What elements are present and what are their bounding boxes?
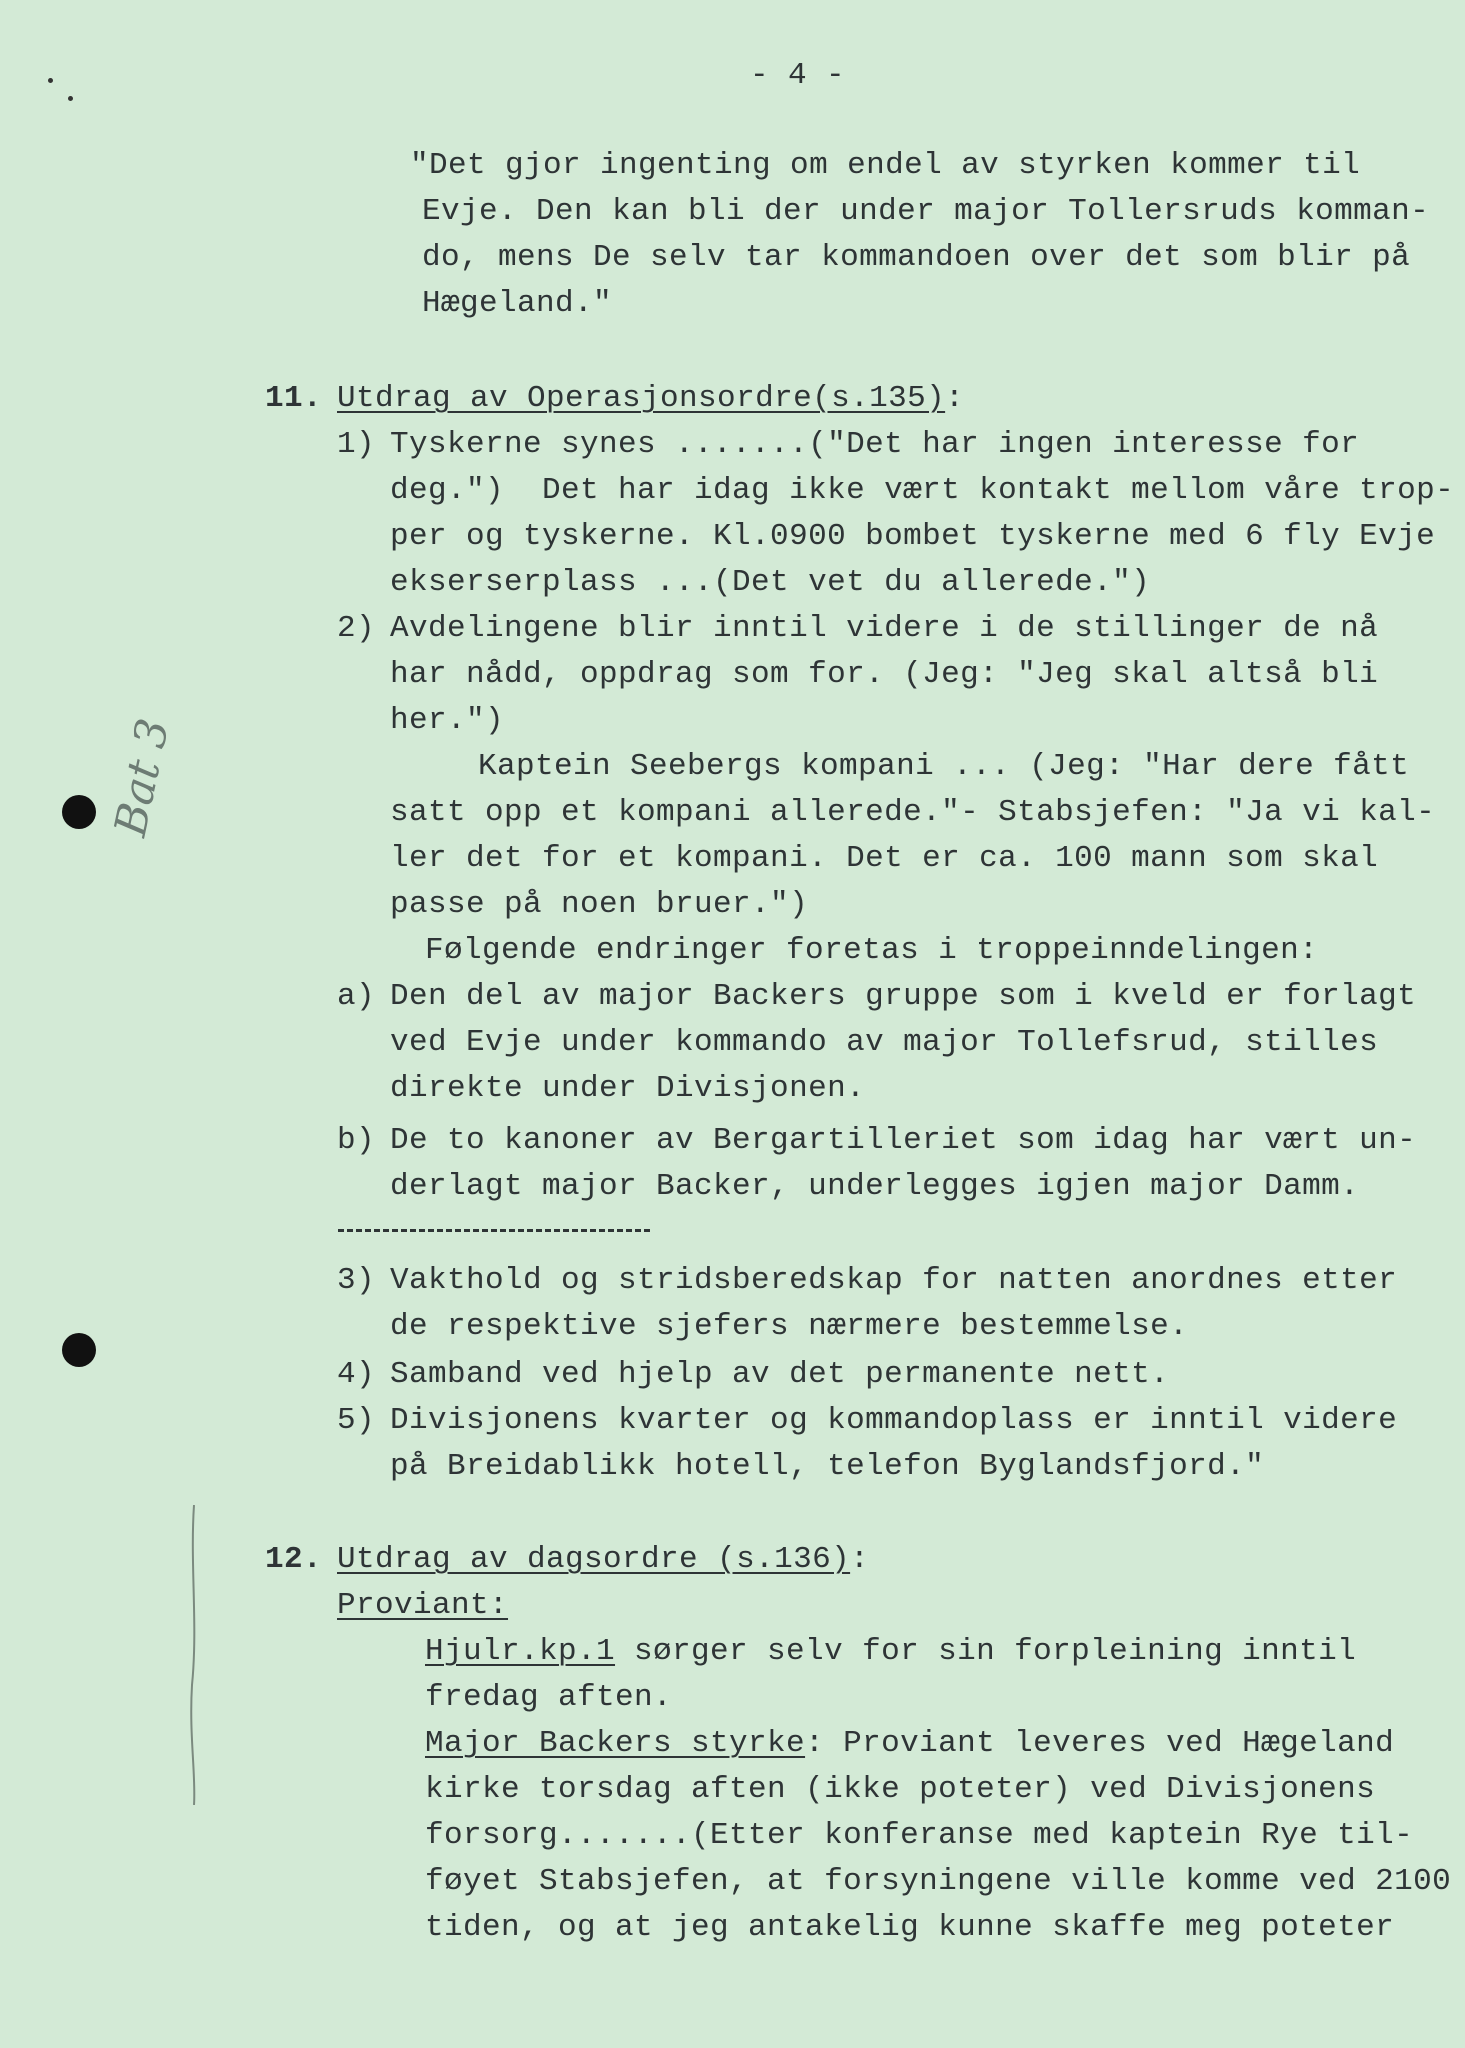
item-a-marker: a) — [337, 979, 376, 1014]
dashed-separator — [338, 1229, 650, 1232]
speck — [48, 78, 53, 83]
hjulr-line-1: Hjulr.kp.1 sørger selv for sin forpleining inntil — [425, 1634, 1357, 1669]
item-2-line-1: Avdelingene blir inntil videre i de stillinger de nå — [390, 611, 1379, 646]
backers-line-5: tiden, og at jeg antakelig kunne skaffe meg poteter — [425, 1910, 1395, 1945]
speck — [68, 96, 73, 101]
item-1-line-3: per og tyskerne. Kl.0900 bombet tyskerne med 6 fly Evje — [390, 519, 1436, 554]
quote-line-4: Hægeland." — [422, 286, 613, 321]
item-5-marker: 5) — [337, 1403, 376, 1438]
backers-line-1: Major Backers styrke: Proviant leveres ved Hægeland — [425, 1726, 1395, 1761]
margin-handwritten-note: Bat 3 — [105, 714, 180, 841]
kaptein-line-2: satt opp et kompani allerede."- Stabsjefen: "Ja vi kal- — [390, 795, 1436, 830]
item-1-line-2: deg.") Det har idag ikke vært kontakt mellom våre trop- — [390, 473, 1455, 508]
backers-line-3: forsorg.......(Etter konferanse med kaptein Rye til- — [425, 1818, 1414, 1853]
item-a-line-2: ved Evje under kommando av major Tollefsrud, stilles — [390, 1025, 1379, 1060]
margin-pencil-line — [180, 1505, 210, 1805]
page-number: - 4 - — [750, 58, 846, 93]
item-a-line-3: direkte under Divisjonen. — [390, 1071, 866, 1106]
item-a-line-1: Den del av major Backers gruppe som i kveld er forlagt — [390, 979, 1417, 1014]
proviant-heading: Proviant: — [337, 1588, 509, 1623]
item-1-marker: 1) — [337, 427, 376, 462]
section-11-title: Utdrag av Operasjonsordre(s.135) — [337, 381, 946, 416]
section-11-number: 11. — [265, 381, 323, 416]
item-2-marker: 2) — [337, 611, 376, 646]
item-3-line-1: Vakthold og stridsberedskap for natten anordnes etter — [390, 1263, 1398, 1298]
item-3-line-2: de respektive sjefers nærmere bestemmelse. — [390, 1309, 1189, 1344]
item-4-marker: 4) — [337, 1357, 376, 1392]
item-5-line-2: på Breidablikk hotell, telefon Byglandsfjord." — [390, 1449, 1265, 1484]
backers-line-4: føyet Stabsjefen, at forsyningene ville komme ved 2100 — [425, 1864, 1452, 1899]
section-11-heading: Utdrag av Operasjonsordre(s.135): — [337, 381, 965, 416]
kaptein-line-1: Kaptein Seebergs kompani ... (Jeg: "Har dere fått — [478, 749, 1410, 784]
quote-line-2: Evje. Den kan bli der under major Tollersruds komman- — [422, 194, 1430, 229]
item-b-line-2: derlagt major Backer, underlegges igjen major Damm. — [390, 1169, 1360, 1204]
hjulr-line-2: fredag aften. — [425, 1680, 673, 1715]
quote-line-1: "Det gjor ingenting om endel av styrken kommer til — [410, 148, 1361, 183]
punch-hole-lower — [62, 1333, 96, 1367]
item-2-line-3: her.") — [390, 703, 505, 738]
item-b-marker: b) — [337, 1123, 376, 1158]
section-12-number: 12. — [265, 1542, 323, 1577]
item-3-marker: 3) — [337, 1263, 376, 1298]
punch-hole-upper — [62, 795, 96, 829]
kaptein-line-4: passe på noen bruer.") — [390, 887, 809, 922]
folgende-line: Følgende endringer foretas i troppeinndelingen: — [425, 933, 1319, 968]
kaptein-line-3: ler det for et kompani. Det er ca. 100 mann som skal — [390, 841, 1379, 876]
item-1-line-1: Tyskerne synes .......("Det har ingen interesse for — [390, 427, 1360, 462]
section-12-title: Utdrag av dagsordre (s.136) — [337, 1542, 851, 1577]
item-5-line-1: Divisjonens kvarter og kommandoplass er inntil videre — [390, 1403, 1398, 1438]
item-1-line-4: ekserserplass ...(Det vet du allerede.") — [390, 565, 1151, 600]
quote-line-3: do, mens De selv tar kommandoen over det som blir på — [422, 240, 1411, 275]
backers-line-2: kirke torsdag aften (ikke poteter) ved Divisjonens — [425, 1772, 1376, 1807]
hjulr-label: Hjulr.kp.1 — [425, 1634, 616, 1669]
item-4-line-1: Samband ved hjelp av det permanente nett. — [390, 1357, 1170, 1392]
item-b-line-1: De to kanoner av Bergartilleriet som idag har vært un- — [390, 1123, 1417, 1158]
section-12-heading: Utdrag av dagsordre (s.136): — [337, 1542, 870, 1577]
item-2-line-2: har nådd, oppdrag som for. (Jeg: "Jeg skal altså bli — [390, 657, 1379, 692]
backers-label: Major Backers styrke — [425, 1726, 806, 1761]
